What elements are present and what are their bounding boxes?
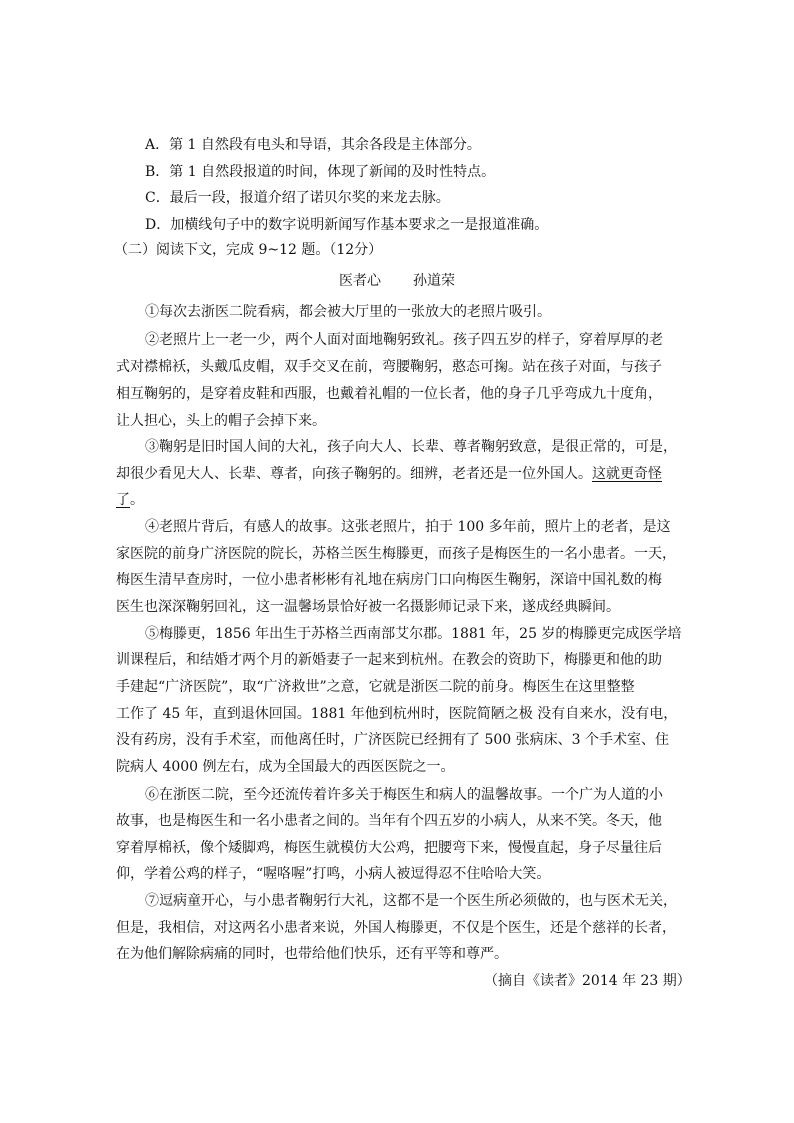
option-b: B．第 1 自然段报道的时间，体现了新闻的及时性特点。: [145, 164, 496, 180]
paragraph-4-line: 医生也深深鞠躬回礼，这一温馨场景恰好被一名摄影师记录下来，遂成经典瞬间。: [116, 599, 620, 615]
article-title: 医者心: [339, 273, 381, 289]
paragraph-4-line: 家医院的前身广济医院的院长，苏格兰医生梅滕更，而孩子是梅医生的一名小患者。一天，: [116, 546, 676, 562]
paragraph-7-line: 但是，我相信，对这两名小患者来说，外国人梅滕更，不仅是个医生，还是个慈祥的长者，: [116, 920, 676, 936]
option-c: C．最后一段，报道介绍了诺贝尔奖的来龙去脉。: [145, 190, 450, 206]
paragraph-3-text: 。: [130, 492, 144, 508]
paragraph-5-line: 手建起“广济医院”，取“广济救世”之意，它就是浙医二院的前身。梅医生在这里整整: [116, 679, 635, 695]
paragraph-2-line: 相互鞠躬的，是穿着皮鞋和西服，也戴着礼帽的一位长者，他的身子几乎弯成九十度角，: [116, 386, 662, 402]
paragraph-2-line: 式对襟棉袄，头戴瓜皮帽，双手交叉在前，弯腰鞠躬，憨态可掬。站在孩子对面，与孩子: [116, 359, 662, 375]
article-author: 孙道荣: [413, 273, 455, 289]
paragraph-5-line: ⑤梅滕更，1856 年出生于苏格兰西南部艾尔郡。1881 年，25 岁的梅滕更完成医学培: [145, 626, 682, 642]
paragraph-2-line: 让人担心，头上的帽子会掉下来。: [116, 413, 326, 429]
paragraph-3-line: [116, 491, 144, 509]
paragraph-5-line: 训课程后，和结婚才两个月的新婚妻子一起来到杭州。在教会的资助下，梅滕更和他的助: [116, 652, 662, 668]
source-citation: （摘自《读者》2014 年 23 期）: [484, 973, 691, 989]
paragraph-5-line: 工作了 45 年，直到退休回国。1881 年他到杭州时，医院简陋之极 没有自来水，没有电，: [116, 706, 678, 722]
paragraph-4-line: 梅医生清早查房时，一位小患者彬彬有礼地在病房门口向梅医生鞠躬，深谙中国礼数的梅: [116, 572, 662, 588]
option-a: A．第 1 自然段有电头和导语，其余各段是主体部分。: [145, 137, 481, 153]
paragraph-3-line: [116, 465, 662, 483]
paragraph-7-line: 在为他们解除病痛的同时，也带给他们快乐，还有平等和尊严。: [116, 946, 508, 962]
underlined-sentence: 这就更奇怪: [592, 466, 662, 482]
paragraph-4-line: ④老照片背后，有感人的故事。这张老照片，拍于 100 多年前，照片上的老者，是这: [145, 519, 671, 535]
paragraph-7-line: ⑦逗病童开心，与小患者鞠躬行大礼，这都不是一个医生所必须做的，也与医术无关，: [145, 893, 677, 909]
article-title-line: [0, 272, 794, 290]
paragraph-6-line: ⑥在浙医二院，至今还流传着许多关于梅医生和病人的温馨故事。一个广为人道的小: [145, 787, 663, 803]
paragraph-3-line: ③鞠躬是旧时国人间的大礼，孩子向大人、长辈、尊者鞠躬致意，是很正常的，可是，: [145, 439, 677, 455]
paragraph-6-line: 穿着厚棉袄，像个矮脚鸡，梅医生就模仿大公鸡，把腰弯下来，慢慢直起，身子尽量往后: [116, 840, 662, 856]
option-d: D．加横线句子中的数字说明新闻写作基本要求之一是报道准确。: [145, 217, 549, 233]
paragraph-1-line: ①每次去浙医二院看病，都会被大厅里的一张放大的老照片吸引。: [145, 304, 551, 320]
paragraph-6-line: 故事，也是梅医生和一名小患者之间的。当年有个四五岁的小病人，从来不笑。冬天，他: [116, 813, 662, 829]
paragraph-2-line: ②老照片上一老一少，两个人面对面地鞠躬致礼。孩子四五岁的样子，穿着厚厚的老: [145, 332, 663, 348]
paragraph-5-line: 没有药房，没有手术室，而他离任时，广济医院已经拥有了 500 张病床、3 个手术室、住: [116, 732, 669, 748]
underlined-sentence-end: 了: [116, 492, 130, 508]
section-heading: （二）阅读下文，完成 9~12 题。（12分）: [114, 242, 383, 258]
paragraph-5-line: 院病人 4000 例左右，成为全国最大的西医医院之一。: [116, 759, 455, 775]
paragraph-6-line: 仰，学着公鸡的样子，“喔咯喔”打鸣，小病人被逗得忍不住哈哈大笑。: [116, 866, 551, 882]
paragraph-3-text: 却很少看见大人、长辈、尊者，向孩子鞠躬的。细辨，老者还是一位外国人。: [116, 466, 592, 482]
